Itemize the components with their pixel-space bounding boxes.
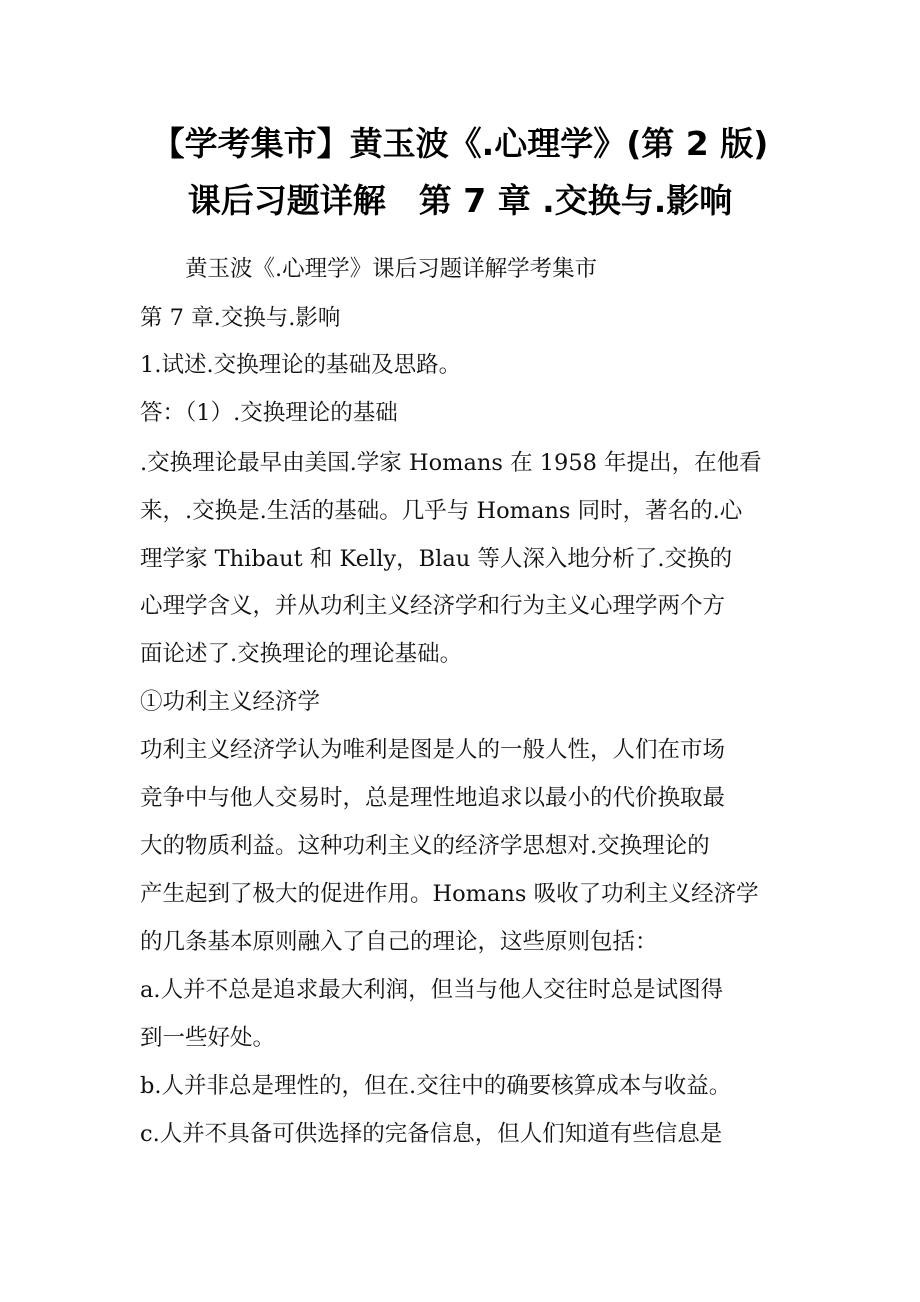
body-text-line: 竞争中与他人交易时，总是理性地追求以最小的代价换取最: [140, 785, 726, 811]
list-item-c: c.人并不具备可供选择的完备信息，但人们知道有些信息是: [140, 1121, 723, 1147]
body-text-line: 的几条基本原则融入了自己的理论，这些原则包括：: [140, 929, 658, 955]
list-item-a: a.人并不总是追求最大利润，但当与他人交往时总是试图得: [140, 977, 724, 1003]
body-text-line: 心理学含义，并从功利主义经济学和行为主义心理学两个方: [140, 593, 726, 619]
section-heading: ①功利主义经济学: [140, 689, 321, 715]
body-text-line: 面论述了.交换理论的理论基础。: [140, 641, 463, 667]
body-text-line: .交换理论最早由美国.学家 Homans 在 1958 年提出，在他看: [140, 450, 762, 476]
answer-heading: 答：（1）.交换理论的基础: [140, 400, 398, 426]
subtitle-line: 黄玉波《.心理学》课后习题详解学考集市: [140, 256, 598, 282]
body-text-line: 大的物质利益。这种功利主义的经济学思想对.交换理论的: [140, 833, 710, 859]
body-text-line: 功利主义经济学认为唯利是图是人的一般人性，人们在市场: [140, 737, 726, 763]
body-text-line: 产生起到了极大的促进作用。Homans 吸收了功利主义经济学: [140, 881, 759, 907]
list-item-b: b.人并非总是理性的，但在.交往中的确要核算成本与收益。: [140, 1073, 732, 1099]
question-line: 1.试述.交换理论的基础及思路。: [140, 352, 462, 378]
body-text-line: 来，.交换是.生活的基础。几乎与 Homans 同时，著名的.心: [140, 498, 743, 524]
body-text-line: 理学家 Thibaut 和 Kelly，Blau 等人深入地分析了.交换的: [140, 546, 733, 572]
document-title-line-1: 【学考集市】黄玉波《.心理学》(第 2 版): [151, 124, 769, 163]
chapter-heading: 第 7 章.交换与.影响: [140, 305, 341, 331]
document-title-line-2: 课后习题详解 第 7 章 .交换与.影响: [187, 181, 733, 220]
list-item-a-continued: 到一些好处。: [140, 1025, 276, 1051]
